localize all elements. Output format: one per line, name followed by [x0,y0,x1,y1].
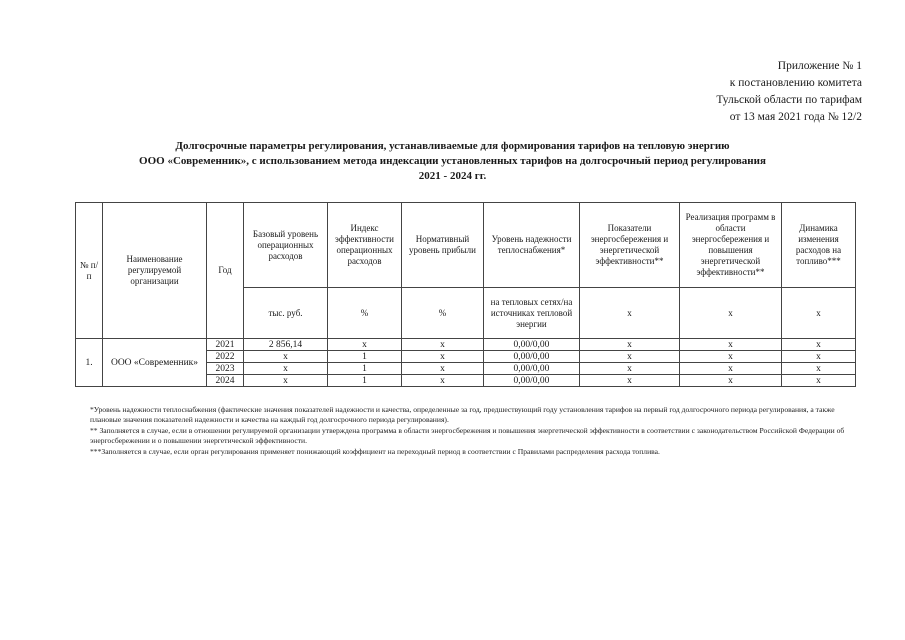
cell-profit: х [402,363,484,375]
unit-profit: % [402,288,484,339]
cell-energy: х [580,375,680,387]
cell-base: х [244,375,328,387]
header-fuel: Динамика изменения расходов на топливо*** [782,203,856,288]
cell-base: 2 856,14 [244,339,328,351]
cell-programs: х [680,363,782,375]
cell-profit: х [402,375,484,387]
unit-programs: х [680,288,782,339]
appendix-line: Приложение № 1 [777,60,862,72]
header-profit: Нормативный уровень прибыли [402,203,484,288]
cell-index: 1 [328,351,402,363]
footnote-fuel: ***Заполняется в случае, если орган регулирования применяет понижающий коэффициент на переходный период в соответствии с Правилами распределения расхода топлива. [90,446,660,456]
cell-energy: х [580,363,680,375]
cell-index: 1 [328,363,402,375]
document-title [60,139,845,184]
org-name: ООО «Современник» [103,339,207,387]
header-programs: Реализация программ в области энергосбережения и повышения энергетической эффективности** [680,203,782,288]
cell-year: 2024 [207,375,244,387]
cell-year: 2021 [207,339,244,351]
cell-energy: х [580,339,680,351]
unit-energy: х [580,288,680,339]
footnote-reliability: *Уровень надежности теплоснабжения (фактические значения показателей надежности и качества, определенные за год, предшествующий году установления тарифов на первый год долгосрочного периода регулирования, а также плановые значения показателей надежности и качества на каждый год долгосрочного периода регулирования). [90,405,835,425]
cell-programs: х [680,375,782,387]
appendix-line: к постановлению комитета [729,77,862,89]
appendix-line: от 13 мая 2021 года № 12/2 [729,111,862,123]
table-row [76,339,856,351]
title-line: Долгосрочные параметры регулирования, устанавливаемые для формирования тарифов на тепловую энергию [175,140,730,152]
cell-reliability: 0,00/0,00 [484,339,580,351]
cell-fuel: х [782,339,856,351]
title-line: ООО «Современник», с использованием метода индексации установленных тарифов на долгосрочный период регулирования [139,155,766,167]
cell-year: 2022 [207,351,244,363]
header-reliability: Уровень надежности теплоснабжения* [484,203,580,288]
cell-programs: х [680,351,782,363]
unit-base: тыс. руб. [244,288,328,339]
cell-year: 2023 [207,363,244,375]
cell-reliability: 0,00/0,00 [484,351,580,363]
unit-reliability: на тепловых сетях/на источниках тепловой энергии [484,288,580,339]
header-base-opex: Базовый уровень операционных расходов [244,203,328,288]
title-line: 2021 - 2024 гг. [418,170,487,182]
header-row [76,203,856,288]
header-org: Наименование регулируемой организации [103,203,207,339]
appendix-line: Тульской области по тарифам [716,94,862,106]
footnote-energy-program: ** Заполняется в случае, если в отношении регулируемой организации утверждена программа в области энергосбережения и повышения энергетической эффективности в соответствии с законодательством Российской Федерации об энергосбережении и о повышении энергетической эффективности. [90,425,845,446]
header-energy-saving: Показатели энергосбережения и энергетической эффективности** [580,203,680,288]
cell-index: х [328,339,402,351]
cell-fuel: х [782,375,856,387]
cell-reliability: 0,00/0,00 [484,363,580,375]
cell-fuel: х [782,351,856,363]
header-num: № п/п [76,203,103,339]
cell-profit: х [402,351,484,363]
cell-reliability: 0,00/0,00 [484,375,580,387]
appendix-block [602,58,862,126]
cell-fuel: х [782,363,856,375]
cell-programs: х [680,339,782,351]
footnotes [90,405,862,457]
cell-energy: х [580,351,680,363]
unit-index: % [328,288,402,339]
cell-profit: х [402,339,484,351]
org-number: 1. [76,339,103,387]
unit-fuel: х [782,288,856,339]
cell-base: х [244,363,328,375]
parameters-table [75,202,856,387]
cell-base: х [244,351,328,363]
cell-index: 1 [328,375,402,387]
header-efficiency-index: Индекс эффективности операционных расходов [328,203,402,288]
header-year: Год [207,203,244,339]
